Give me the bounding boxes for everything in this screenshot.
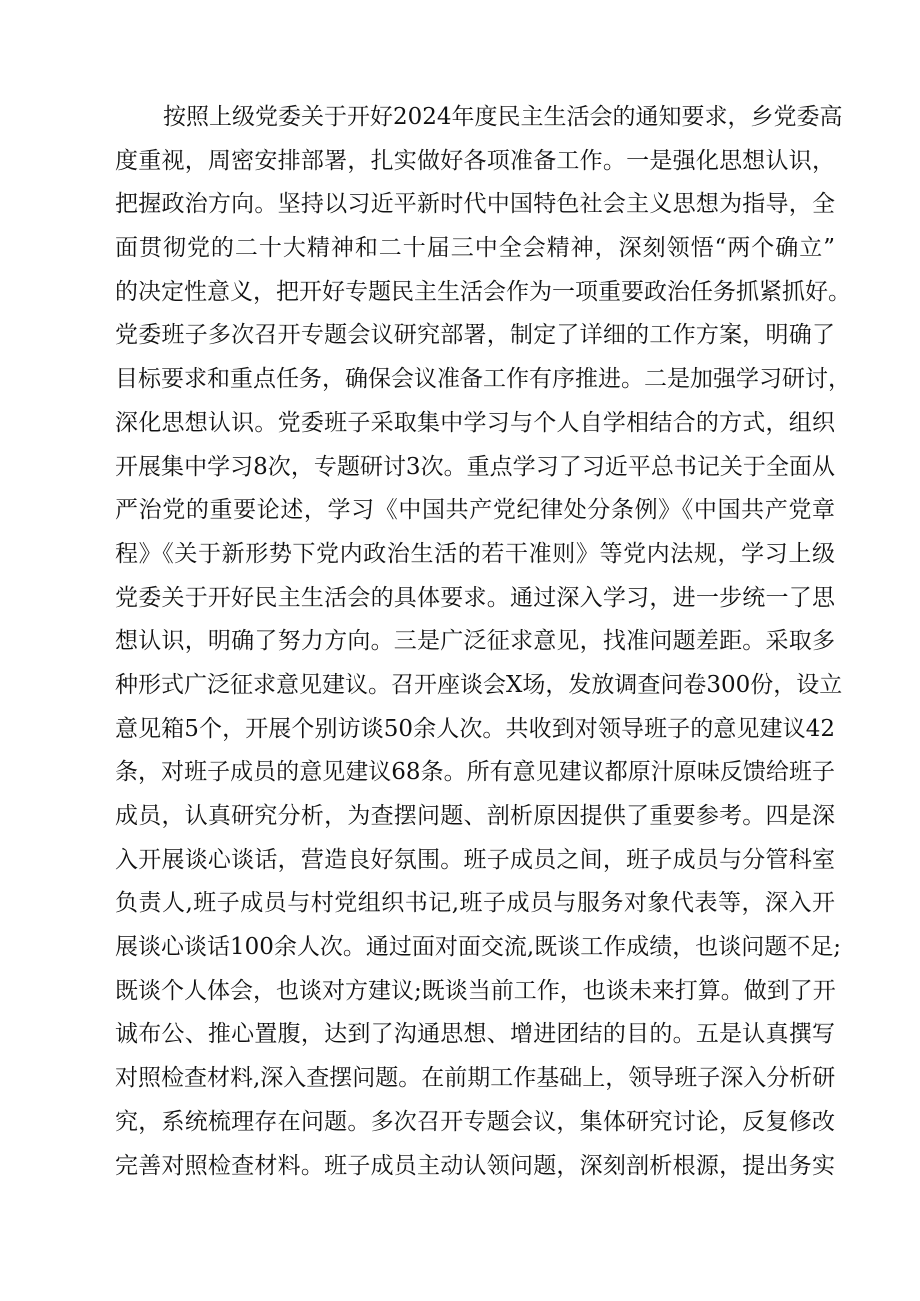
paragraph-line: 严治党的重要论述，学习《中国共产党纪律处分条例》《中国共产党章	[115, 497, 835, 524]
body-paragraph	[115, 96, 851, 1188]
paragraph-line: 诚布公、推心置腹，达到了沟通思想、增进团结的目的。五是认真撰写	[115, 1021, 835, 1048]
paragraph-line: 按照上级党委关于开好2024年度民主生活会的通知要求，乡党委高	[163, 104, 843, 130]
paragraph-line: 把握政治方向。坚持以习近平新时代中国特色社会主义思想为指导，全	[115, 191, 835, 218]
paragraph-line: 党委关于开好民主生活会的具体要求。通过深入学习，进一步统一了思	[115, 584, 835, 611]
paragraph-line: 完善对照检查材料。班子成员主动认领问题，深刻剖析根源，提出务实	[115, 1152, 835, 1179]
paragraph-line: 的决定性意义，把开好专题民主生活会作为一项重要政治任务抓紧抓好。	[115, 278, 851, 305]
paragraph-line: 入开展谈心谈话，营造良好氛围。班子成员之间，班子成员与分管科室	[115, 846, 835, 873]
paragraph-line: 种形式广泛征求意见建议。召开座谈会X场，发放调查问卷300份，设立	[115, 671, 843, 698]
paragraph-line: 既谈个人体会，也谈对方建议;既谈当前工作，也谈未来打算。做到了开	[115, 977, 836, 1004]
paragraph-line: 对照检查材料,深入查摆问题。在前期工作基础上，领导班子深入分析研	[115, 1065, 836, 1092]
paragraph-line: 程》《关于新形势下党内政治生活的若干准则》等党内法规，学习上级	[115, 540, 835, 567]
paragraph-line: 究，系统梳理存在问题。多次召开专题会议，集体研究讨论，反复修改	[115, 1108, 835, 1135]
paragraph-line: 深化思想认识。党委班子采取集中学习与个人自学相结合的方式，组织	[115, 409, 835, 436]
paragraph-line: 成员，认真研究分析，为查摆问题、剖析原因提供了重要参考。四是深	[115, 803, 835, 829]
paragraph-line: 展谈心谈话100余人次。通过面对面交流,既谈工作成绩，也谈问题不足;	[115, 934, 841, 961]
paragraph-line: 党委班子多次召开专题会议研究部署，制定了详细的工作方案，明确了	[115, 322, 835, 349]
paragraph-line: 负责人,班子成员与村党组织书记,班子成员与服务对象代表等，深入开	[115, 890, 835, 917]
paragraph-line: 度重视，周密安排部署，扎实做好各项准备工作。一是强化思想认识，	[115, 147, 835, 174]
paragraph-line: 面贯彻党的二十大精神和二十届三中全会精神，深刻领悟“两个确立”	[115, 235, 835, 262]
paragraph-line: 目标要求和重点任务，确保会议准备工作有序推进。二是加强学习研讨，	[115, 366, 851, 393]
paragraph-line: 开展集中学习8次，专题研讨3次。重点学习了习近平总书记关于全面从	[115, 453, 835, 480]
paragraph-line: 意见箱5个，开展个别访谈50余人次。共收到对领导班子的意见建议42	[115, 715, 835, 742]
paragraph-line: 想认识，明确了努力方向。三是广泛征求意见，找准问题差距。采取多	[115, 628, 835, 655]
paragraph-line: 条，对班子成员的意见建议68条。所有意见建议都原汁原味反馈给班子	[115, 759, 835, 786]
